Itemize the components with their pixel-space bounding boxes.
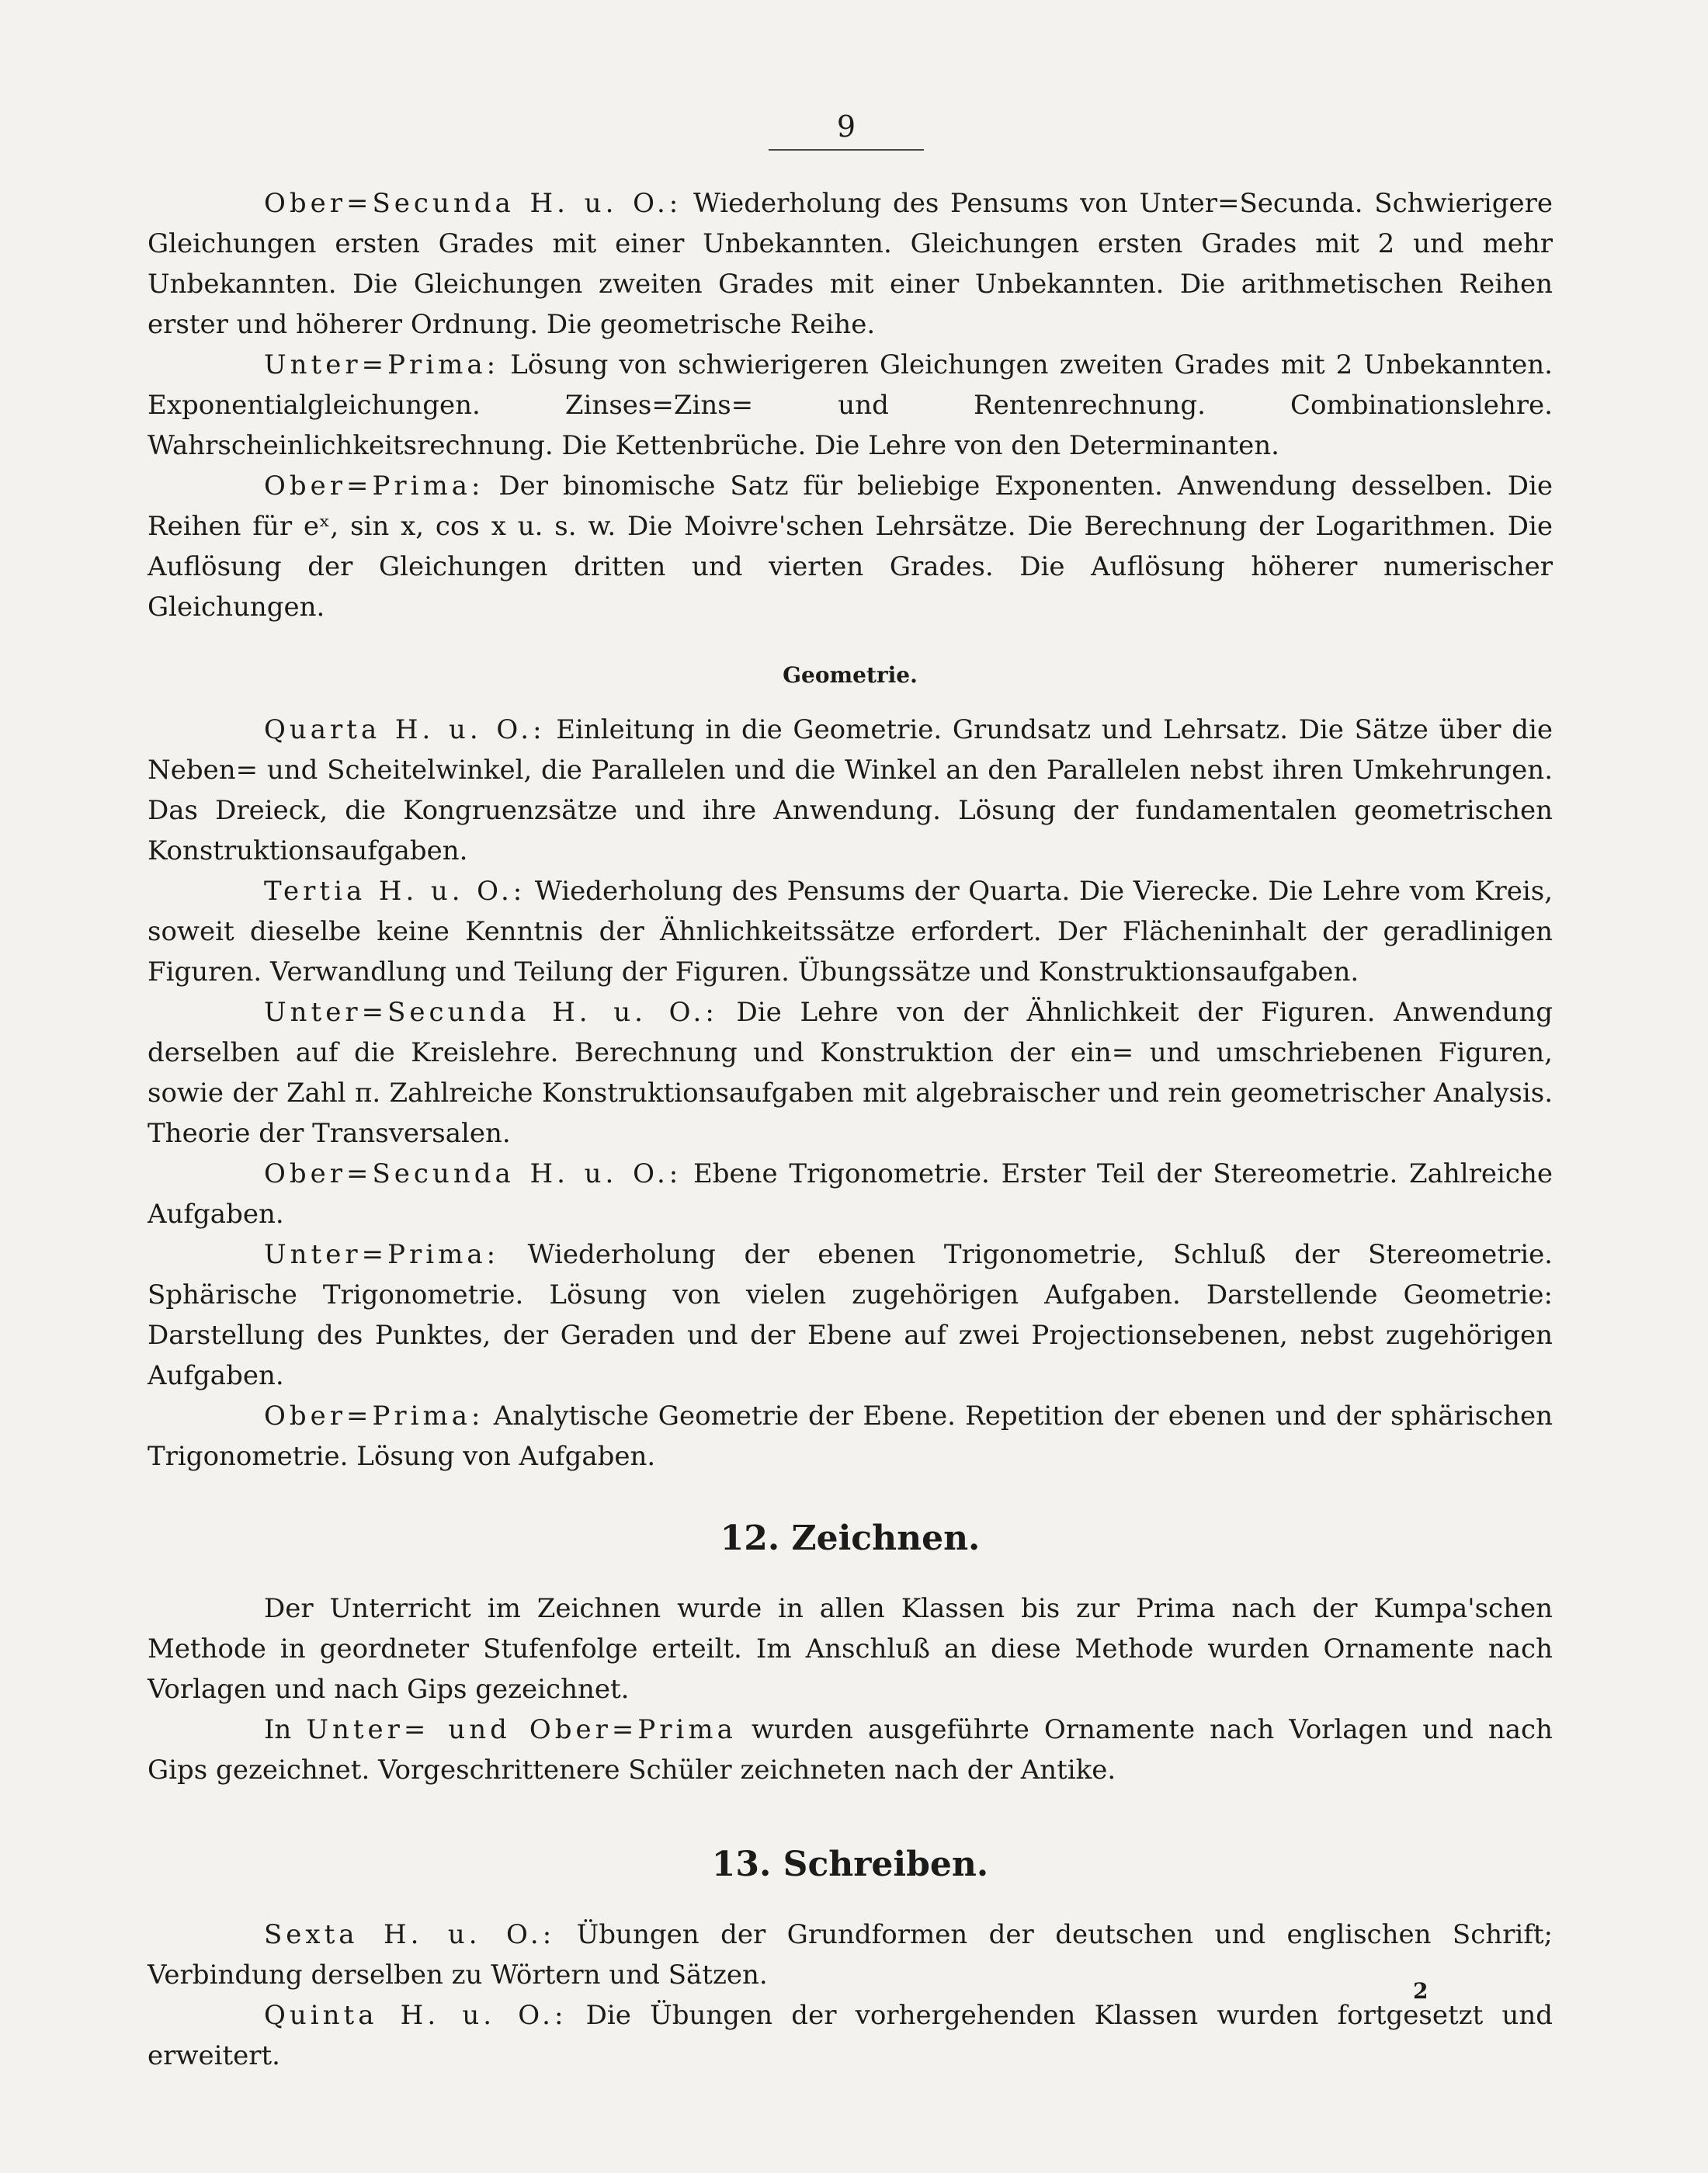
section-heading-writing: 13. Schreiben. [711,1845,989,1884]
paragraph-prefix: In [264,1714,307,1745]
page-number: 9 [836,109,856,144]
geometry-paragraph-quarta [148,710,1553,871]
writing-paragraph-sexta [148,1914,1553,1995]
paragraph-text: Die Übungen der vorhergehenden Klassen wurden fortgesetzt und erweitert. [148,2000,1553,2071]
algebra-paragraph-ober-secunda [148,183,1553,345]
paragraph-text: Die Lehre von der Ähnlichkeit der Figuren. Anwendung derselben auf die Kreislehre. Berechnung und Konstruktion der ein= und umschriebenen Figuren, sowie der Zahl π. Zahlreiche Konstruktionsaufgaben mit algebraischer und rein geometrischer Analysis. Theorie der Transversalen. [148,997,1553,1149]
writing-paragraph-quinta [148,1995,1553,2076]
class-label: Ober=Secunda H. u. O.: [264,188,682,219]
drawing-paragraph-2 [148,1710,1553,1790]
paragraph-text: Lösung von schwierigeren Gleichungen zweiten Grades mit 2 Unbekannten. Exponentialgleichungen. Zinses=Zins= und Rentenrechnung. Combinationslehre. Wahrscheinlichkeitsrechnung. Die Kettenbrüche. Die Lehre von den Determinanten. [148,349,1553,461]
class-label: Ober=Prima: [264,470,484,502]
class-label: Sexta H. u. O.: [264,1919,556,1950]
paragraph-text: Wiederholung der ebenen Trigonometrie, Schluß der Stereometrie. Sphärische Trigonometrie. Lösung von vielen zugehörigen Aufgaben. Darstellende Geometrie: Darstellung des Punktes, der Geraden und der Ebene auf zwei Projectionsebenen, nebst zugehörigen Aufgaben. [148,1239,1553,1391]
sheet-signature: 2 [1413,1978,1429,2004]
paragraph-text: Analytische Geometrie der Ebene. Repetition der ebenen und der sphärischen Trigonometrie. Lösung von Aufgaben. [148,1401,1553,1472]
geometry-heading: Geometrie. [783,662,918,688]
geometry-paragraph-unter-prima [148,1234,1553,1396]
class-label: Unter= und Ober=Prima [306,1714,737,1745]
paragraph-text: Wiederholung des Pensums der Quarta. Die Vierecke. Die Lehre vom Kreis, soweit dieselbe keine Kenntnis der Ähnlichkeitssätze erfordert. Der Flächeninhalt der geradlinigen Figuren. Verwandlung und Teilung der Figuren. Übungssätze und Konstruktionsaufgaben. [148,876,1554,988]
paragraph-text: Wiederholung des Pensums von Unter=Secunda. Schwierigere Gleichungen ersten Grades mit einer Unbekannten. Gleichungen ersten Grades mit 2 und mehr Unbekannten. Die Gleichungen zweiten Grades mit einer Unbekannten. Die arithmetischen Reihen erster und höherer Ordnung. Die geometrische Reihe. [148,188,1553,340]
class-label: Unter=Prima: [264,1239,500,1270]
paragraph-text: Ebene Trigonometrie. Erster Teil der Stereometrie. Zahlreiche Aufgaben. [148,1158,1553,1230]
class-label: Unter=Prima: [264,349,500,380]
page-content [148,183,1553,2076]
paragraph-text: wurden ausgeführte Ornamente nach Vorlagen und nach Gips gezeichnet. Vorgeschrittenere Schüler zeichneten nach der Antike. [148,1714,1553,1786]
page-number-rule [769,149,924,151]
algebra-paragraph-ober-prima [148,466,1553,627]
geometry-paragraph-tertia [148,871,1553,992]
class-label: Tertia H. u. O.: [264,876,526,907]
paragraph-text: Übungen der Grundformen der deutschen und englischen Schrift; Verbindung derselben zu Wörtern und Sätzen. [148,1919,1553,1991]
class-label: Quarta H. u. O.: [264,714,546,745]
geometry-paragraph-ober-prima [148,1396,1553,1477]
geometry-paragraph-unter-secunda [148,992,1553,1154]
drawing-paragraph-1: Der Unterricht im Zeichnen wurde in allen Klassen bis zur Prima nach der Kumpa'schen Methode in geordneter Stufenfolge erteilt. Im Anschluß an diese Methode wurden Ornamente nach Vorlagen und nach Gips gezeichnet. [148,1593,1553,1705]
class-label: Quinta H. u. O.: [264,2000,568,2031]
paragraph-text: Einleitung in die Geometrie. Grundsatz und Lehrsatz. Die Sätze über die Neben= und Scheitelwinkel, die Parallelen und die Winkel an den Parallelen nebst ihren Umkehrungen. Das Dreieck, die Kongruenzsätze und ihre Anwendung. Lösung der fundamentalen geometrischen Konstruktionsaufgaben. [148,714,1553,866]
paragraph-text: Der binomische Satz für beliebige Exponenten. Anwendung desselben. Die Reihen für eˣ, sin x, cos x u. s. w. Die Moivre'schen Lehrsätze. Die Berechnung der Logarithmen. Die Auflösung der Gleichungen dritten und vierten Grades. Die Auflösung höherer numerischer Gleichungen. [148,470,1553,623]
geometry-paragraph-ober-secunda [148,1154,1553,1234]
class-label: Ober=Prima: [264,1401,484,1432]
section-heading-drawing: 12. Zeichnen. [720,1519,981,1558]
class-label: Ober=Secunda H. u. O.: [264,1158,682,1189]
algebra-paragraph-unter-prima [148,345,1553,466]
class-label: Unter=Secunda H. u. O.: [264,997,718,1028]
